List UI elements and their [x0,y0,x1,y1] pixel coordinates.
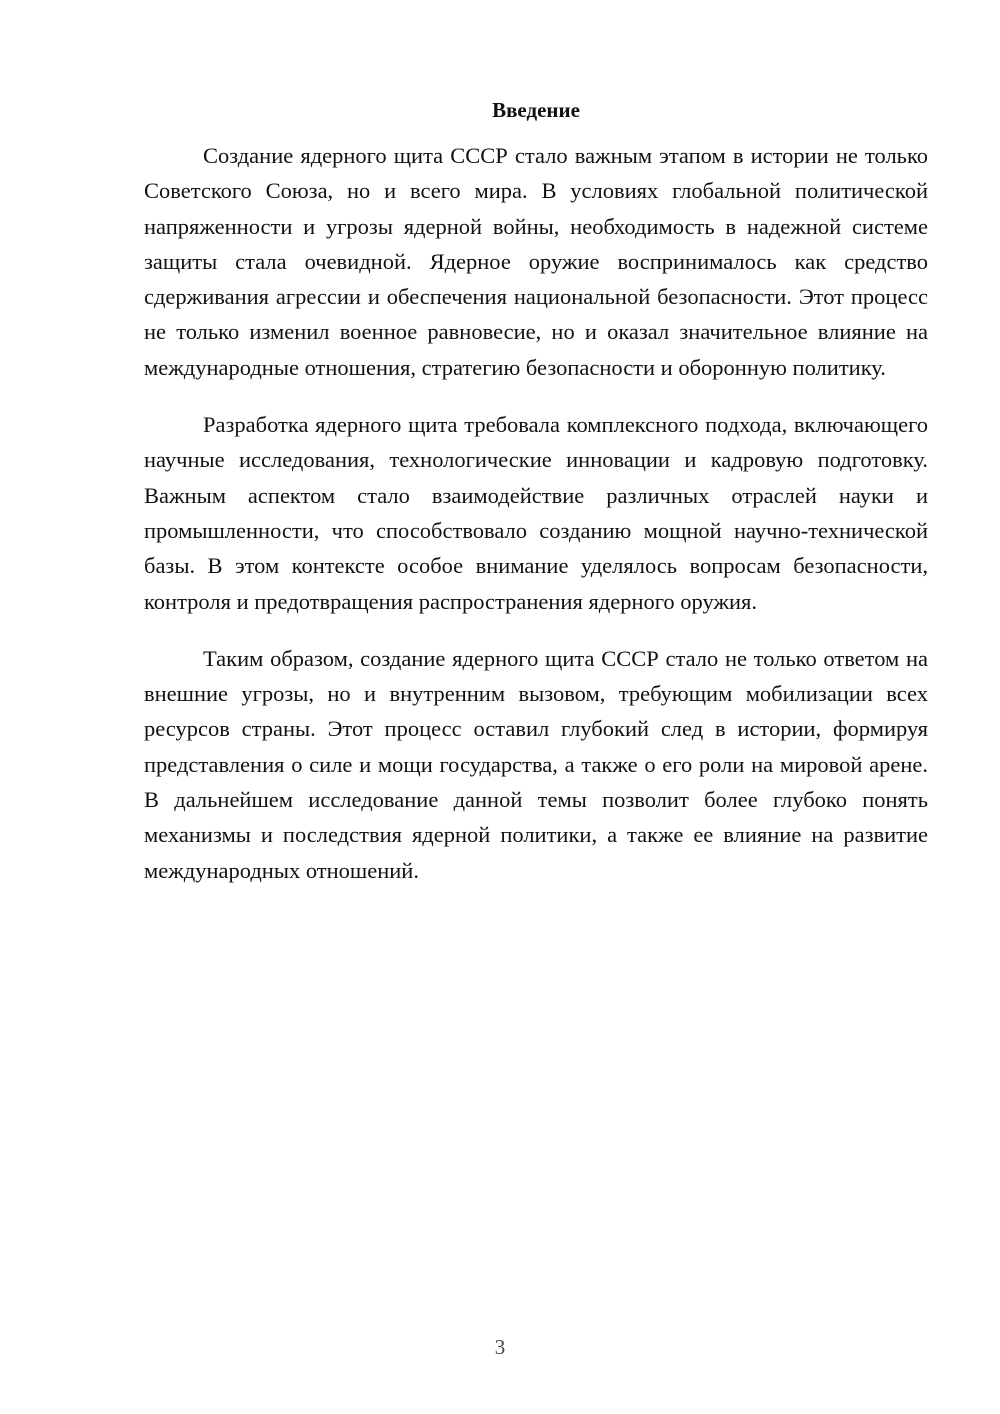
paragraph-3: Таким образом, создание ядерного щита СССР стало не только ответом на внешние угрозы, но и внутренним вызовом, требующим мобилизации всех ресурсов страны. Этот процесс оставил глубокий след в истории, формируя представления о силе и мощи государства, а также о его роли на мировой арене. В дальнейшем исследование данной темы позволит более глубоко понять механизмы и последствия ядерной политики, а также ее влияние на развитие международных отношений. [144,645,928,883]
section-title: Введение [492,98,580,122]
page-content [144,96,928,888]
paragraph-2: Разработка ядерного щита требовала комплексного подхода, включающего научные исследования, технологические инновации и кадровую подготовку. Важным аспектом стало взаимодействие различных отраслей науки и промышленности, что способствовало созданию мощной научно-технической базы. В этом контексте особое внимание уделялось вопросам безопасности, контроля и предотвращения распространения ядерного оружия. [144,412,928,614]
paragraph-1: Создание ядерного щита СССР стало важным этапом в истории не только Советского Союза, но и всего мира. В условиях глобальной политической напряженности и угрозы ядерной войны, необходимость в надежной системе защиты стала очевидной. Ядерное оружие воспринималось как средство сдерживания агрессии и обеспечения национальной безопасности. Этот процесс не только изменил военное равновесие, но и оказал значительное влияние на международные отношения, стратегию безопасности и оборонную политику. [144,143,928,380]
page-number: 3 [494,1335,506,1359]
